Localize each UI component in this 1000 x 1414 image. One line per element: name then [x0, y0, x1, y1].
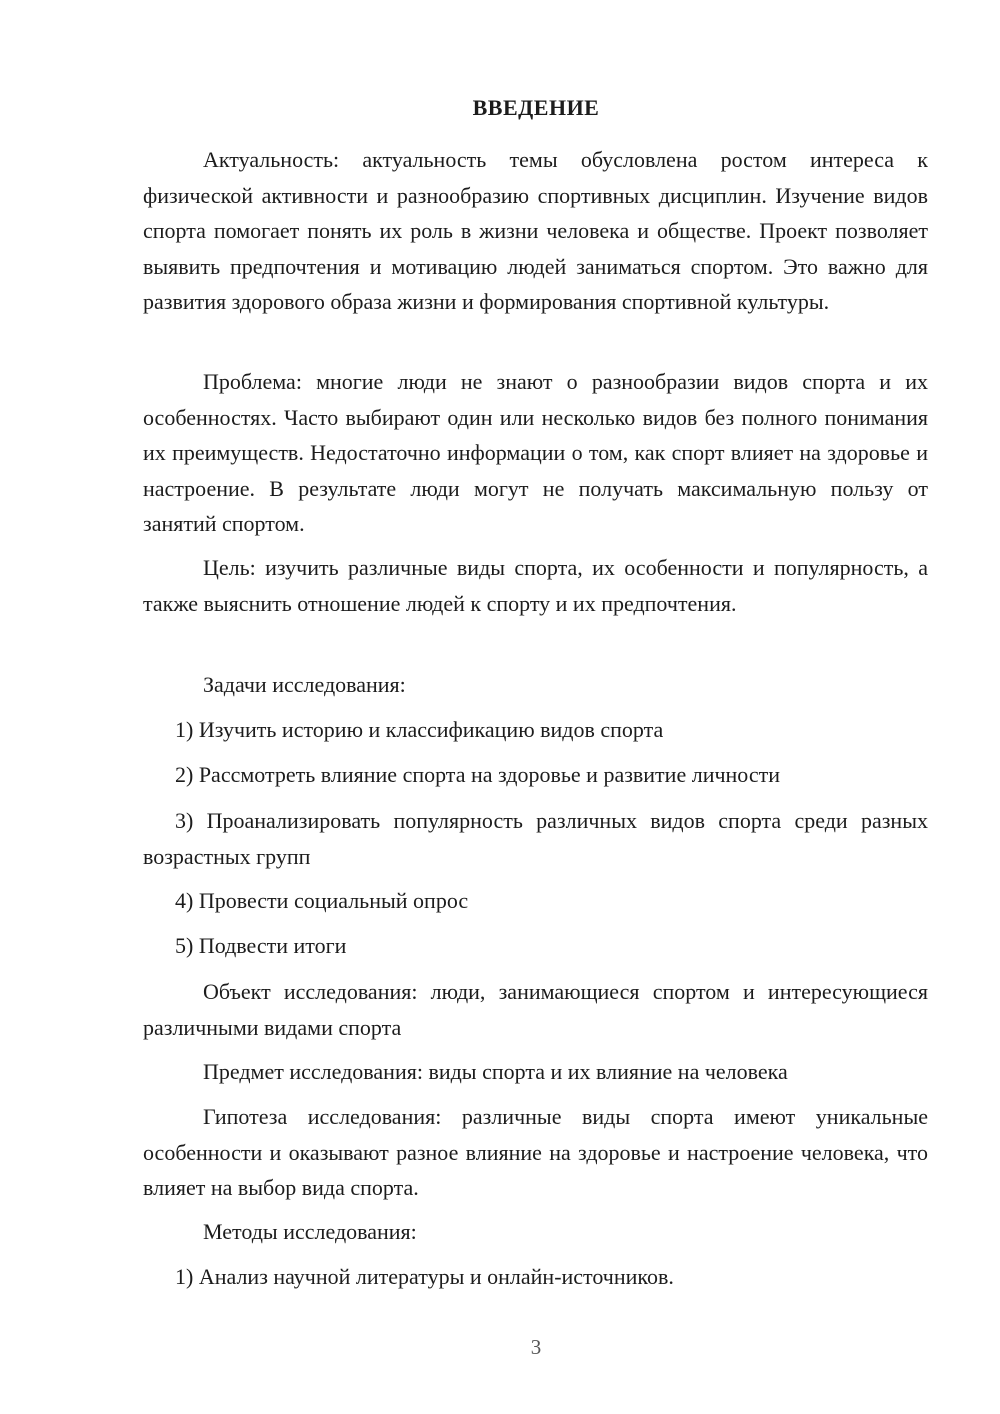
object-paragraph	[143, 974, 928, 1045]
tasks-heading-block	[143, 667, 928, 703]
task-item: 2) Рассмотреть влияние спорта на здоровье и развитие личности	[175, 762, 780, 787]
paragraph-subject: Предмет исследования: виды спорта и их влияние на человека	[203, 1059, 788, 1084]
subject-paragraph	[143, 1054, 928, 1090]
method-item-1-block	[143, 1259, 928, 1295]
task-item-3-block	[143, 803, 928, 874]
task-item: 3) Проанализировать популярность различных видов спорта среди разных возрастных групп	[143, 808, 928, 869]
paragraph-object: Объект исследования: люди, занимающиеся спортом и интересующиеся различными видами спорта	[143, 979, 928, 1040]
section-heading: ВВЕДЕНИЕ	[472, 95, 600, 120]
task-item: 4) Провести социальный опрос	[175, 888, 469, 913]
paragraph-relevance: Актуальность: актуальность темы обусловлена ростом интереса к физической активности и разнообразию спортивных дисциплин. Изучение видов спорта помогает понять их роль в жизни человека и обществе. Проект позволяет выявить предпочтения и мотивацию людей заниматься спортом. Это важно для развития здорового образа жизни и формирования спортивной культуры.	[143, 147, 928, 314]
methods-heading-block	[143, 1214, 928, 1250]
task-item: 1) Изучить историю и классификацию видов спорта	[175, 717, 664, 742]
goal-paragraph	[143, 550, 928, 621]
paragraph-problem: Проблема: многие люди не знают о разнообразии видов спорта и их особенностях. Часто выбирают один или несколько видов без полного понимания их преимуществ. Недостаточно информации о том, как спорт влияет на здоровье и настроение. В результате люди могут не получать максимальную пользу от занятий спортом.	[143, 369, 928, 536]
task-item-1-block	[143, 712, 928, 748]
methods-heading: Методы исследования:	[203, 1219, 417, 1244]
method-item: 1) Анализ научной литературы и онлайн-источников.	[175, 1264, 674, 1289]
task-item-5-block	[143, 928, 928, 964]
paragraph-goal: Цель: изучить различные виды спорта, их особенности и популярность, а также выяснить отношение людей к спорту и их предпочтения.	[143, 555, 928, 616]
paragraph-hypothesis: Гипотеза исследования: различные виды спорта имеют уникальные особенности и оказывают разное влияние на здоровье и настроение человека, что влияет на выбор вида спорта.	[143, 1104, 928, 1200]
relevance-paragraph	[143, 142, 928, 320]
problem-paragraph	[143, 364, 928, 542]
tasks-heading: Задачи исследования:	[203, 672, 406, 697]
task-item-2-block	[143, 757, 928, 793]
task-item: 5) Подвести итоги	[175, 933, 347, 958]
page-number: 3	[530, 1335, 542, 1359]
hypothesis-paragraph	[143, 1099, 928, 1206]
task-item-4-block	[143, 883, 928, 919]
